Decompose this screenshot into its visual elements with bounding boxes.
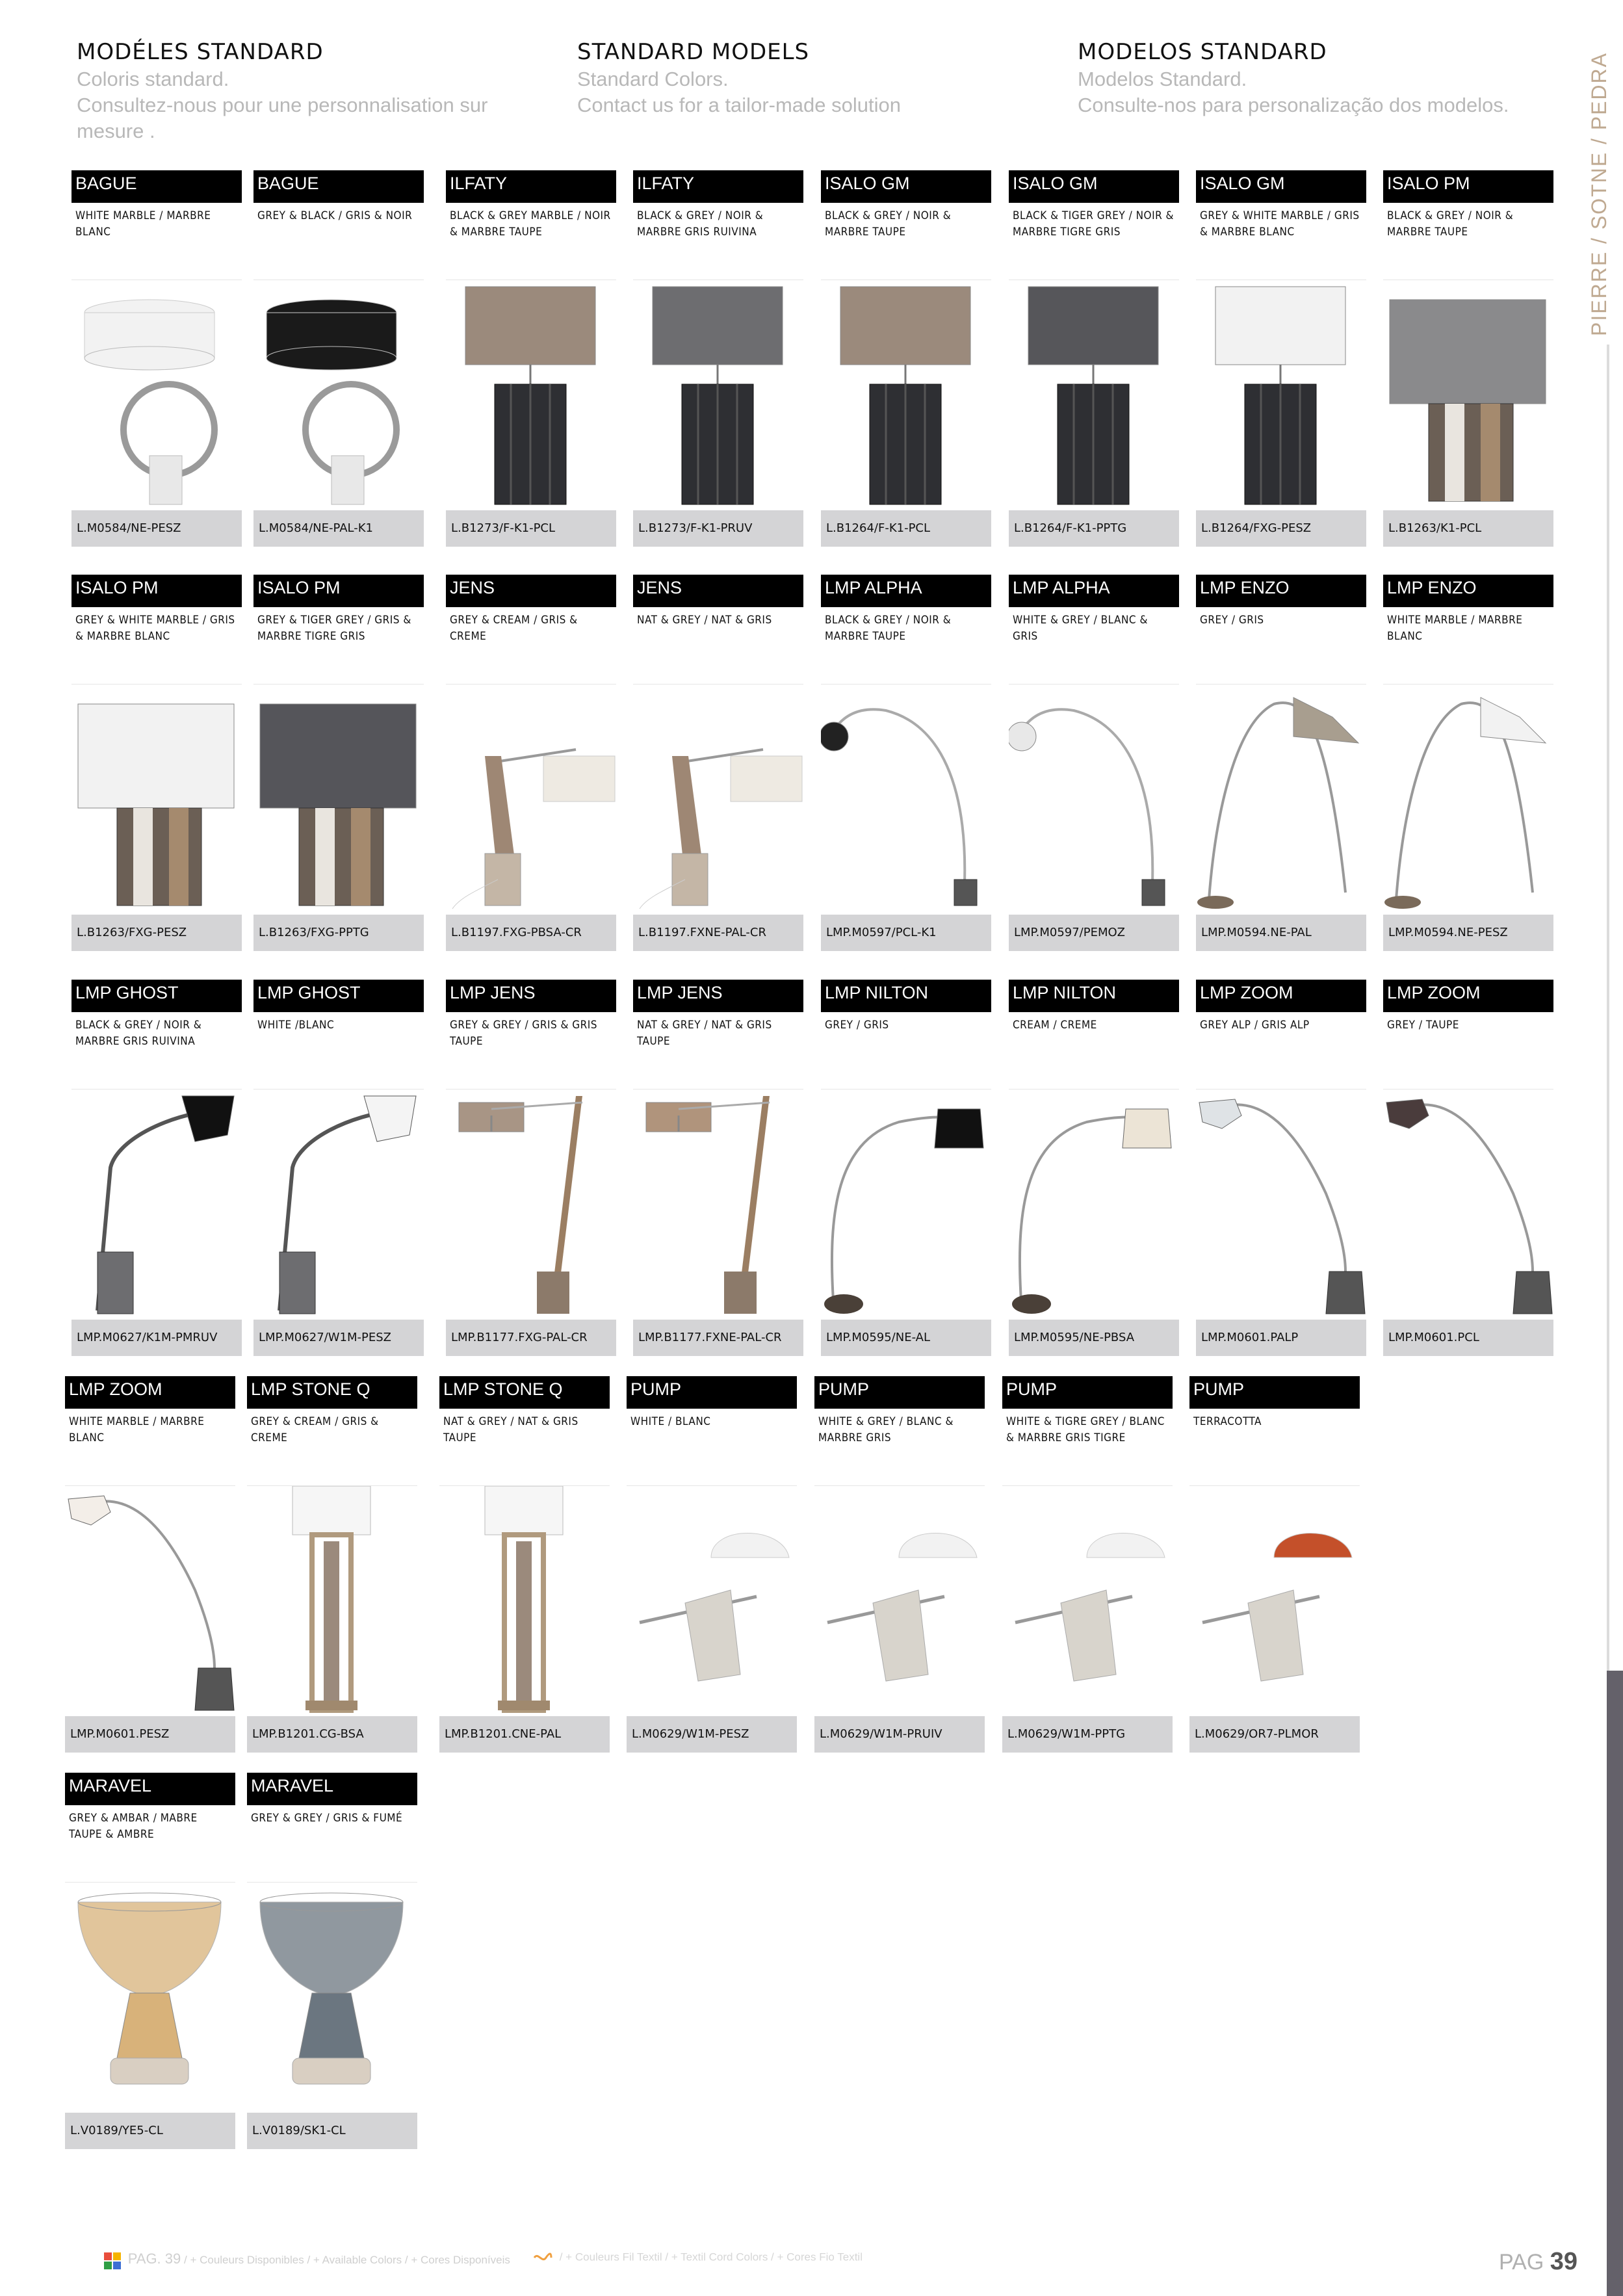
product-name: MARAVEL xyxy=(65,1773,235,1805)
product-color: NAT & GREY / NAT & GRIS xyxy=(633,612,803,685)
product-ref: LMP.M0594.NE-PESZ xyxy=(1383,915,1553,951)
product-name: LMP ALPHA xyxy=(1009,575,1179,607)
product-card xyxy=(1196,575,1366,950)
floor-lamp-frame-icon xyxy=(439,1486,610,1716)
product-ref: L.B1197.FXG-PBSA-CR xyxy=(446,915,616,951)
product-card xyxy=(253,575,424,950)
footer-available-colors xyxy=(104,2250,510,2269)
product-color: WHITE MARBLE / MARBRE BLANC xyxy=(1383,612,1553,685)
table-lamp-ring-icon xyxy=(71,280,242,510)
product-ref: LMP.M0627/K1M-PMRUV xyxy=(71,1320,242,1356)
product-ref: LMP.M0601.PESZ xyxy=(65,1716,235,1753)
product-name: PUMP xyxy=(814,1376,985,1409)
side-accent-bar xyxy=(1607,1671,1623,2296)
product-card xyxy=(1196,980,1366,1355)
product-card xyxy=(1009,575,1179,950)
product-ref: L.B1264/F-K1-PCL xyxy=(821,510,991,547)
header-french xyxy=(77,38,558,144)
header-line: Contact us for a tailor-made solution xyxy=(577,94,901,116)
product-color: BLACK & GREY / NOIR & MARBRE GRIS RUIVINA xyxy=(633,208,803,280)
product-card xyxy=(633,980,803,1355)
product-name: JENS xyxy=(633,575,803,607)
product-card xyxy=(814,1376,985,1752)
table-lamp-column-icon xyxy=(1009,280,1179,510)
product-card xyxy=(71,980,242,1355)
product-name: BAGUE xyxy=(71,170,242,203)
page-prefix: PAG xyxy=(1498,2250,1544,2275)
floor-lamp-arc-icon xyxy=(1009,685,1179,915)
product-name: BAGUE xyxy=(253,170,424,203)
product-card xyxy=(1189,1376,1360,1752)
header-line: mesure . xyxy=(77,120,155,142)
header-english xyxy=(577,38,1058,118)
product-ref: LMP.B1201.CNE-PAL xyxy=(439,1716,610,1753)
product-color: WHITE / BLANC xyxy=(627,1414,797,1486)
product-color: GREY & WHITE MARBLE / GRIS & MARBRE BLANC xyxy=(71,612,242,685)
product-card xyxy=(1009,170,1179,546)
product-ref: L.M0629/OR7-PLMOR xyxy=(1189,1716,1360,1753)
product-ref: LMP.M0595/NE-PBSA xyxy=(1009,1320,1179,1356)
product-ref: L.B1264/F-K1-PPTG xyxy=(1009,510,1179,547)
product-color: BLACK & GREY / NOIR & MARBRE TAUPE xyxy=(821,208,991,280)
product-card xyxy=(821,575,991,950)
product-name: ISALO GM xyxy=(1196,170,1366,203)
floor-lamp-cone-icon xyxy=(1196,685,1366,915)
product-color: WHITE & GREY / BLANC & GRIS xyxy=(1009,612,1179,685)
product-color: NAT & GREY / NAT & GRIS TAUPE xyxy=(439,1414,610,1486)
product-ref: LMP.B1177.FXG-PAL-CR xyxy=(446,1320,616,1356)
product-color: GREY & BLACK / GRIS & NOIR xyxy=(253,208,424,280)
product-color: GREY & AMBAR / MABRE TAUPE & AMBRE xyxy=(65,1810,235,1883)
product-card xyxy=(71,170,242,546)
product-card xyxy=(247,1773,417,2148)
floor-lamp-cone-icon xyxy=(1383,685,1553,915)
floor-lamp-zoom-icon xyxy=(1196,1089,1366,1320)
desk-lamp-dome-icon xyxy=(627,1486,797,1716)
table-lamp-block-icon xyxy=(253,685,424,915)
header-title: STANDARD MODELS xyxy=(577,39,810,65)
product-card xyxy=(1383,170,1553,546)
product-ref: LMP.M0597/PEMOZ xyxy=(1009,915,1179,951)
glass-lamp-icon xyxy=(65,1883,235,2113)
product-ref: L.B1263/FXG-PESZ xyxy=(71,915,242,951)
product-name: LMP GHOST xyxy=(71,980,242,1012)
product-color: BLACK & GREY MARBLE / NOIR & MARBRE TAUPE xyxy=(446,208,616,280)
product-color: GREY ALP / GRIS ALP xyxy=(1196,1017,1366,1089)
table-lamp-block-icon xyxy=(71,685,242,915)
product-color: NAT & GREY / NAT & GRIS TAUPE xyxy=(633,1017,803,1089)
product-card xyxy=(821,170,991,546)
product-name: LMP ZOOM xyxy=(1196,980,1366,1012)
table-lamp-column-icon xyxy=(821,280,991,510)
product-card xyxy=(633,170,803,546)
desk-lamp-dome-icon xyxy=(1002,1486,1173,1716)
desk-lamp-arm-icon xyxy=(633,685,803,915)
product-color: BLACK & GREY / NOIR & MARBRE TAUPE xyxy=(821,612,991,685)
product-ref: L.B1263/FXG-PPTG xyxy=(253,915,424,951)
product-ref: LMP.B1201.CG-BSA xyxy=(247,1716,417,1753)
product-card xyxy=(1002,1376,1173,1752)
product-card xyxy=(821,980,991,1355)
product-card xyxy=(627,1376,797,1752)
product-card xyxy=(446,980,616,1355)
product-card xyxy=(1009,980,1179,1355)
product-card xyxy=(253,170,424,546)
product-name: LMP ZOOM xyxy=(65,1376,235,1409)
product-card xyxy=(446,575,616,950)
product-color: GREY & CREAM / GRIS & CREME xyxy=(247,1414,417,1486)
product-card xyxy=(633,575,803,950)
page-number-value: 39 xyxy=(1550,2248,1578,2275)
product-ref: L.B1273/F-K1-PCL xyxy=(446,510,616,547)
table-lamp-ring-icon xyxy=(253,280,424,510)
product-name: MARAVEL xyxy=(247,1773,417,1805)
desk-lamp-dome-icon xyxy=(814,1486,985,1716)
product-name: LMP ENZO xyxy=(1383,575,1553,607)
product-name: ISALO PM xyxy=(71,575,242,607)
product-color: BLACK & TIGER GREY / NOIR & MARBRE TIGRE GRIS xyxy=(1009,208,1179,280)
product-ref: L.M0629/W1M-PESZ xyxy=(627,1716,797,1753)
product-ref: L.B1264/FXG-PESZ xyxy=(1196,510,1366,547)
floor-lamp-lean-icon xyxy=(633,1089,803,1320)
floor-lamp-arc-shade-icon xyxy=(1009,1089,1179,1320)
colors-icon xyxy=(104,2252,121,2269)
product-card xyxy=(1196,170,1366,546)
product-name: ISALO PM xyxy=(253,575,424,607)
product-name: LMP GHOST xyxy=(253,980,424,1012)
product-name: LMP NILTON xyxy=(1009,980,1179,1012)
product-card xyxy=(253,980,424,1355)
product-color: GREY & GREY / GRIS & FUMÉ xyxy=(247,1810,417,1883)
product-color: BLACK & GREY / NOIR & MARBRE TAUPE xyxy=(1383,208,1553,280)
footer-cord-text: / + Couleurs Fil Textil / + Textil Cord Colors / + Cores Fio Textil xyxy=(559,2250,863,2263)
product-color: WHITE MARBLE / MARBRE BLANC xyxy=(71,208,242,280)
product-name: JENS xyxy=(446,575,616,607)
product-name: ISALO PM xyxy=(1383,170,1553,203)
product-ref: L.B1263/K1-PCL xyxy=(1383,510,1553,547)
header-portuguese xyxy=(1078,38,1559,118)
product-ref: L.V0189/YE5-CL xyxy=(65,2113,235,2149)
product-color: GREY & CREAM / GRIS & CREME xyxy=(446,612,616,685)
header-line: Consulte-nos para personalização dos modelos. xyxy=(1078,94,1509,116)
product-name: LMP JENS xyxy=(633,980,803,1012)
footer-colors-text: / + Couleurs Disponibles / + Available Colors / + Cores Disponíveis xyxy=(184,2254,510,2266)
section-side-label: PIERRE / SOTNE / PEDRA xyxy=(1587,52,1611,336)
product-name: LMP STONE Q xyxy=(247,1376,417,1409)
floor-lamp-lean-icon xyxy=(446,1089,616,1320)
product-ref: LMP.M0627/W1M-PESZ xyxy=(253,1320,424,1356)
product-color: GREY / GRIS xyxy=(821,1017,991,1089)
product-ref: LMP.M0601.PCL xyxy=(1383,1320,1553,1356)
product-ref: L.M0629/W1M-PPTG xyxy=(1002,1716,1173,1753)
floor-lamp-arc-icon xyxy=(821,685,991,915)
product-ref: LMP.M0594.NE-PAL xyxy=(1196,915,1366,951)
product-card xyxy=(65,1773,235,2148)
side-divider xyxy=(1607,345,1609,1671)
product-name: PUMP xyxy=(1189,1376,1360,1409)
product-ref: LMP.B1177.FXNE-PAL-CR xyxy=(633,1320,803,1356)
floor-lamp-arc-shade-icon xyxy=(821,1089,991,1320)
header-line: Consultez-nous pour une personnalisation sur xyxy=(77,94,488,116)
product-name: LMP ENZO xyxy=(1196,575,1366,607)
product-color: GREY & GREY / GRIS & GRIS TAUPE xyxy=(446,1017,616,1089)
product-name: ISALO GM xyxy=(1009,170,1179,203)
product-color: WHITE /BLANC xyxy=(253,1017,424,1089)
floor-lamp-ghost-icon xyxy=(71,1089,242,1320)
product-name: LMP STONE Q xyxy=(439,1376,610,1409)
table-lamp-column-icon xyxy=(1196,280,1366,510)
header-title: MODELOS STANDARD xyxy=(1078,39,1327,65)
floor-lamp-zoom-icon xyxy=(65,1486,235,1716)
product-name: ISALO GM xyxy=(821,170,991,203)
floor-lamp-zoom-icon xyxy=(1383,1089,1553,1320)
page-number xyxy=(1499,2248,1578,2276)
product-color: WHITE MARBLE / MARBRE BLANC xyxy=(65,1414,235,1486)
product-name: PUMP xyxy=(1002,1376,1173,1409)
product-color: GREY & TIGER GREY / GRIS & MARBRE TIGRE GRIS xyxy=(253,612,424,685)
product-ref: L.V0189/SK1-CL xyxy=(247,2113,417,2149)
product-name: LMP ZOOM xyxy=(1383,980,1553,1012)
product-ref: L.M0584/NE-PAL-K1 xyxy=(253,510,424,547)
product-card xyxy=(1383,980,1553,1355)
product-name: LMP JENS xyxy=(446,980,616,1012)
table-lamp-column-icon xyxy=(633,280,803,510)
product-ref: L.B1273/F-K1-PRUV xyxy=(633,510,803,547)
product-name: LMP NILTON xyxy=(821,980,991,1012)
product-card xyxy=(439,1376,610,1752)
footer-cord-colors xyxy=(533,2250,863,2265)
product-ref: L.B1197.FXNE-PAL-CR xyxy=(633,915,803,951)
product-color: CREAM / CREME xyxy=(1009,1017,1179,1089)
product-card xyxy=(65,1376,235,1752)
product-card xyxy=(446,170,616,546)
product-color: BLACK & GREY / NOIR & MARBRE GRIS RUIVINA xyxy=(71,1017,242,1089)
product-name: ILFATY xyxy=(446,170,616,203)
glass-lamp-icon xyxy=(247,1883,417,2113)
header-line: Coloris standard. xyxy=(77,68,229,90)
product-card xyxy=(1383,575,1553,950)
product-color: GREY & WHITE MARBLE / GRIS & MARBRE BLANC xyxy=(1196,208,1366,280)
product-ref: LMP.M0601.PALP xyxy=(1196,1320,1366,1356)
product-color: WHITE & GREY / BLANC & MARBRE GRIS xyxy=(814,1414,985,1486)
product-color: WHITE & TIGRE GREY / BLANC & MARBRE GRIS TIGRE xyxy=(1002,1414,1173,1486)
floor-lamp-frame-icon xyxy=(247,1486,417,1716)
header-line: Standard Colors. xyxy=(577,68,729,90)
product-ref: LMP.M0597/PCL-K1 xyxy=(821,915,991,951)
product-ref: L.M0629/W1M-PRUIV xyxy=(814,1716,985,1753)
product-name: ILFATY xyxy=(633,170,803,203)
table-lamp-column-icon xyxy=(446,280,616,510)
product-color: GREY / TAUPE xyxy=(1383,1017,1553,1089)
desk-lamp-dome-icon xyxy=(1189,1486,1360,1716)
product-color: TERRACOTTA xyxy=(1189,1414,1360,1486)
product-ref: L.M0584/NE-PESZ xyxy=(71,510,242,547)
product-card xyxy=(247,1376,417,1752)
floor-lamp-ghost-icon xyxy=(253,1089,424,1320)
product-name: PUMP xyxy=(627,1376,797,1409)
cord-icon xyxy=(533,2250,552,2265)
header-line: Modelos Standard. xyxy=(1078,68,1247,90)
table-lamp-block-icon xyxy=(1383,280,1553,510)
footer-pag: PAG. 39 xyxy=(127,2250,181,2267)
product-ref: LMP.M0595/NE-AL xyxy=(821,1320,991,1356)
product-name: LMP ALPHA xyxy=(821,575,991,607)
product-color: GREY / GRIS xyxy=(1196,612,1366,685)
header-title: MODÉLES STANDARD xyxy=(77,39,324,65)
product-card xyxy=(71,575,242,950)
desk-lamp-arm-icon xyxy=(446,685,616,915)
